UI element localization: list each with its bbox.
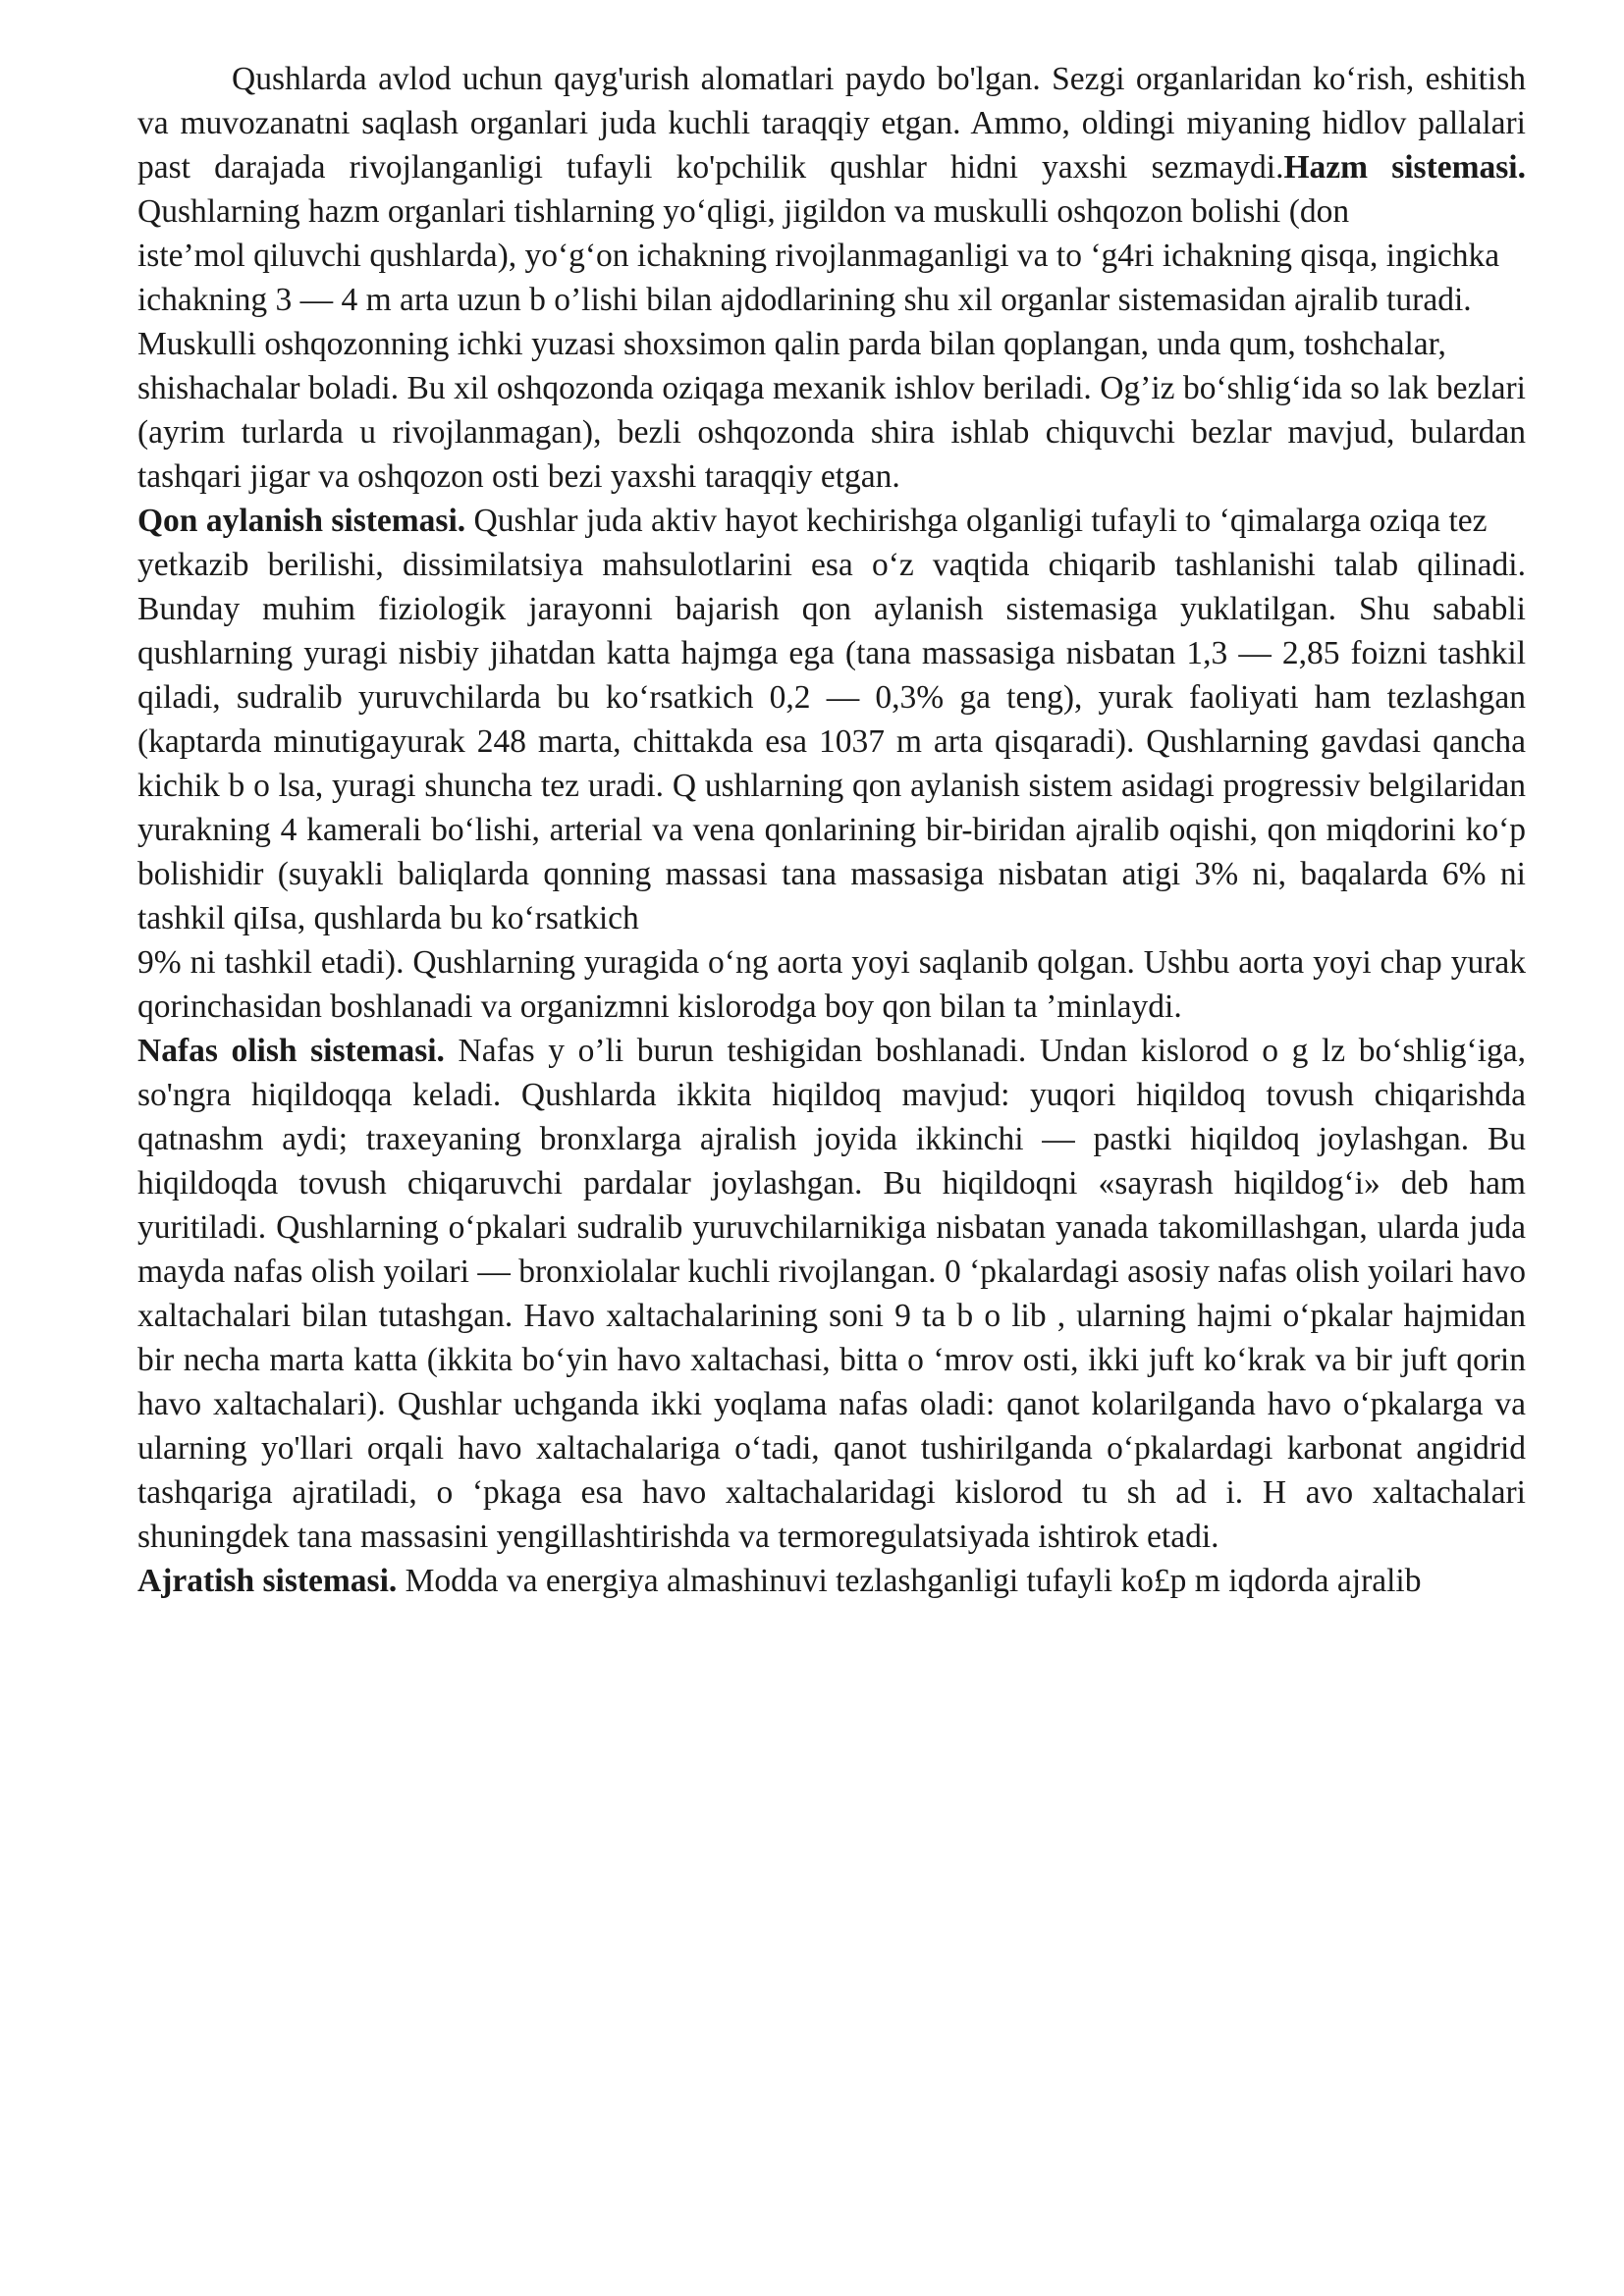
paragraph: yetkazib berilishi, dissimilatsiya mahsulotlarini esa o‘z vaqtida chiqarib tashlanishi talab qilinadi. Bunday muhim fiziologik jarayonni bajarish qon aylanish sistemasiga yuklatilgan. Shu sababli qushlarning yuragi nisbiy jihatdan katta hajmga ega (tana massasiga nisbatan 1,3 — 2,85 foizni tashkil qiladi, sudralib yuruvchilarda bu ko‘rsatkich 0,2 — 0,3% ga teng), yurak faoliyati ham tezlashgan (kaptarda minutigayurak 248 marta, chittakda esa 1037 m arta qisqaradi). Qushlarning gavdasi qancha kichik b o lsa, yuragi shuncha tez uradi. Q ushlarning qon aylanish sistem asidagi progressiv belgilaridan yurakning 4 kamerali bo‘lishi, arterial va vena qonlarining bir-biridan ajralib oqishi, qon miqdorini ko‘p bolishidir (suyakli baliqlarda qonning massasi tana massasiga nisbatan atigi 3% ni, baqalarda 6% ni tashkil qiIsa, qushlarda bu ko‘rsatkich bbox=[137, 547, 1526, 936]
paragraph-text: Qushlarning hazm organlari tishlarning yo‘qligi, jigildon va muskulli oshqozon bolishi (don bbox=[137, 193, 1350, 230]
section-heading-respiration: Nafas olish sistemasi. bbox=[137, 1033, 445, 1069]
paragraph: ichakning 3 — 4 m arta uzun b o’lishi bilan ajdodlarining shu xil organlar sistemasidan ajralib turadi. bbox=[137, 282, 1472, 318]
paragraph-circulation bbox=[137, 499, 1526, 543]
paragraph-text: Nafas y o’li burun teshigidan boshlanadi. Undan kislorod o g lz bo‘shlig‘iga, so'ngra hiqildoqqa keladi. Qushlarda ikkita hiqildoq mavjud: yuqori hiqildoq tovush chiqarishda qatnashm aydi; traxeyaning bronxlarga ajralish joyida ikkinchi — pastki hiqildoq joylashgan. Bu hiqildoqda tovush chiqaruvchi pardalar joylashgan. Bu hiqildoqni «sayrash hiqildog‘i» deb ham yuritiladi. Qushlarning o‘pkalari sudralib yuruvchilarnikiga nisbatan yanada takomillashgan, ularda juda mayda nafas olish yoilari — bronxiolalar kuchli rivojlangan. 0 ‘pkalardagi asosiy nafas olish yoilari havo xaltachalari bilan tutashgan. Havo xaltachalarining soni 9 ta b o lib , ularning hajmi o‘pkalar hajmidan bir necha marta katta (ikkita bo‘yin havo xaltachasi, bitta o ‘mrov osti, ikki juft ko‘krak va bir juft qorin havo xaltachalari). Qushlar uchganda ikki yoqlama nafas oladi: qanot kolarilganda havo o‘pkalarga va ularning yo'llari orqali havo xaltachalariga o‘tadi, qanot tushirilganda o‘pkalardagi karbonat angidrid tashqariga ajratiladi, o ‘pkaga esa havo xaltachalaridagi kislorod tu sh ad i. H avo xaltachalari shuningdek tana massasini yengillashtirishda va termoregulatsiyada ishtirok etadi. bbox=[137, 1033, 1527, 1555]
paragraph: shishachalar boladi. Bu xil oshqozonda oziqaga mexanik ishlov beriladi. Og’iz bo‘shlig‘ida so lak bezlari (ayrim turlarda u rivojlanmagan), bezli oshqozonda shira ishlab chiquvchi bezlar mavjud, bulardan tashqari jigar va oshqozon osti bezi yaxshi taraqqiy etgan. bbox=[137, 370, 1526, 495]
paragraph-intro bbox=[137, 57, 1526, 234]
paragraph: 9% ni tashkil etadi). Qushlarning yuragida o‘ng aorta yoyi saqlanib qolgan. Ushbu aorta yoyi chap yurak qorinchasidan boshlanadi va organizmni kislorodga boy qon bilan ta ’minlaydi. bbox=[137, 944, 1526, 1025]
document-page bbox=[137, 57, 1526, 1603]
paragraph-text: Qushlar juda aktiv hayot kechirishga olganligi tufayli to ‘qimalarga oziqa tez bbox=[465, 503, 1488, 539]
paragraph: iste’mol qiluvchi qushlarda), yo‘g‘on ichakning rivojlanmaganligi va to ‘g4ri ichakning qisqa, ingichka bbox=[137, 238, 1500, 274]
paragraph-text: Qushlarda avlod uchun qayg'urish alomatlari paydo bo'lgan. Sezgi organlaridan ko‘rish, eshitish va muvozanatni saqlash organlari juda kuchli taraqqiy etgan. Ammo, oldingi miyaning hidlov pallalari past darajada rivojlanganligi tufayli ko'pchilik qushlar hidni yaxshi sezmaydi. bbox=[137, 61, 1526, 186]
section-heading-excretion: Ajratish sistemasi. bbox=[137, 1563, 398, 1599]
paragraph-respiration bbox=[137, 1029, 1526, 1559]
paragraph: Muskulli oshqozonning ichki yuzasi shoxsimon qalin parda bilan qoplangan, unda qum, toshchalar, bbox=[137, 326, 1446, 362]
section-heading-digestion: Hazm sistemasi. bbox=[1283, 149, 1526, 186]
section-heading-circulation: Qon aylanish sistemasi. bbox=[137, 503, 466, 539]
paragraph-excretion bbox=[137, 1559, 1526, 1603]
paragraph-text: Modda va energiya almashinuvi tezlashganligi tufayli ko£p m iqdorda ajralib bbox=[397, 1563, 1422, 1599]
